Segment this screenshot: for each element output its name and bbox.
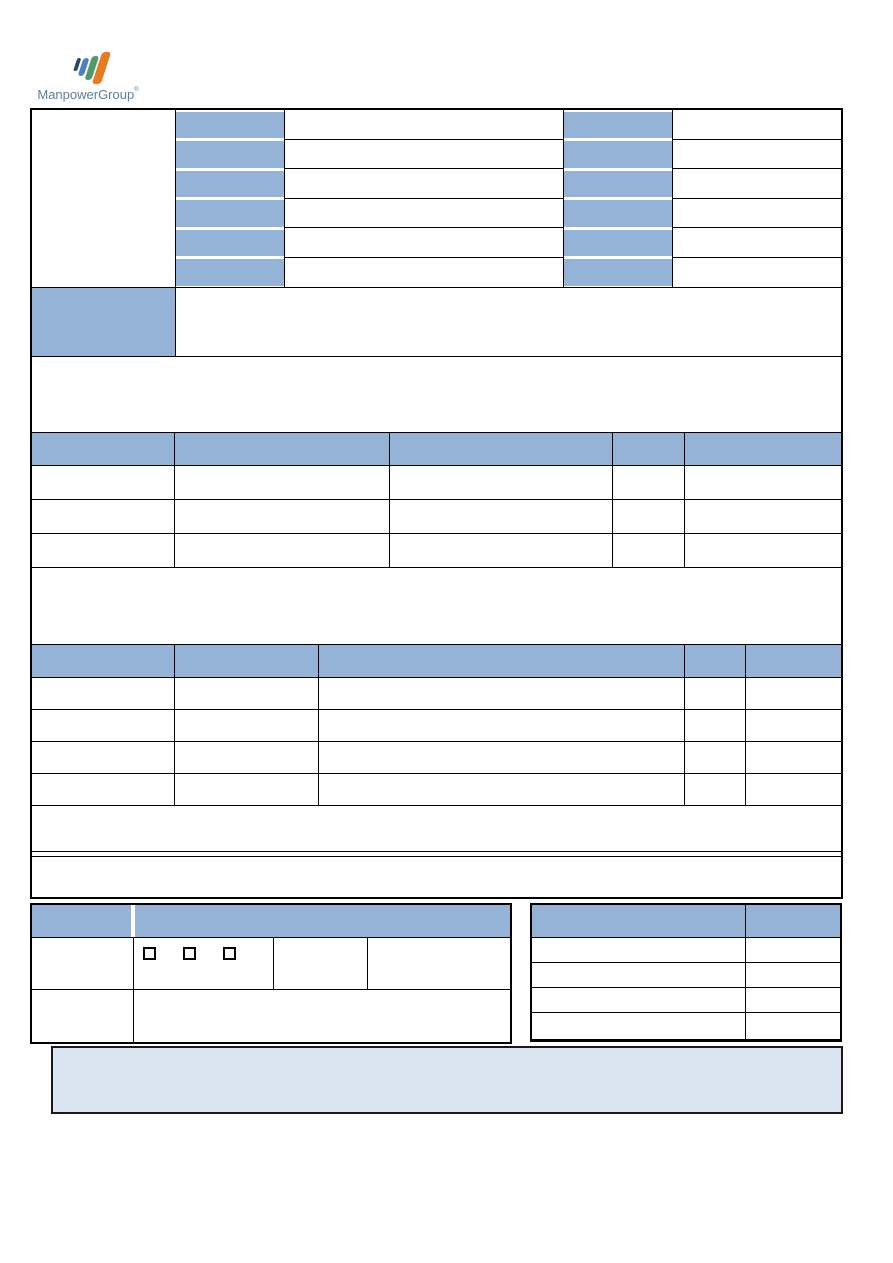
checkbox[interactable]	[183, 947, 196, 960]
data-cell[interactable]	[746, 742, 841, 773]
data-cell[interactable]	[532, 1013, 746, 1039]
field-value-cell[interactable]	[673, 228, 841, 258]
data-cell[interactable]	[319, 678, 685, 709]
field-label-cell	[564, 199, 673, 229]
data-cell[interactable]	[613, 534, 685, 567]
table-row	[32, 500, 841, 534]
table-row	[176, 110, 841, 140]
field-value-cell[interactable]	[673, 140, 841, 170]
header-cell	[175, 645, 319, 677]
header-row	[532, 905, 840, 938]
data-cell[interactable]	[32, 742, 175, 773]
table-row	[532, 988, 840, 1013]
field-value-cell[interactable]	[673, 169, 841, 199]
field-value-cell[interactable]	[285, 199, 564, 229]
header-cell	[135, 905, 510, 937]
table-row	[176, 140, 841, 170]
data-cell[interactable]	[175, 466, 390, 499]
data-cell[interactable]	[32, 534, 175, 567]
table-row	[532, 1013, 840, 1039]
header-row	[32, 905, 510, 938]
data-cell[interactable]	[390, 534, 613, 567]
checkbox-group-cell	[134, 938, 274, 989]
table-row	[176, 258, 841, 288]
data-cell[interactable]	[390, 466, 613, 499]
data-cell[interactable]	[175, 500, 390, 533]
top-left-blank-cell[interactable]	[32, 110, 176, 287]
field-value-cell[interactable]	[285, 169, 564, 199]
field-label-cell	[176, 140, 285, 170]
data-cell[interactable]	[32, 990, 134, 1042]
field-label-cell	[176, 199, 285, 229]
header-cell	[175, 433, 390, 465]
data-cell[interactable]	[175, 710, 319, 741]
data-cell[interactable]	[685, 466, 841, 499]
field-label-cell	[564, 140, 673, 170]
header-cell	[32, 433, 175, 465]
data-cell[interactable]	[319, 774, 685, 805]
checkbox[interactable]	[143, 947, 156, 960]
data-cell[interactable]	[613, 466, 685, 499]
header-cell	[685, 645, 746, 677]
header-cell	[746, 645, 841, 677]
field-label-cell	[564, 110, 673, 140]
table-row	[32, 774, 841, 806]
logo-text	[37, 87, 138, 102]
data-cell[interactable]	[319, 710, 685, 741]
bottom-left-table	[30, 903, 512, 1044]
field-label-cell	[176, 228, 285, 258]
field-label-cell	[564, 169, 673, 199]
field-value-cell[interactable]	[285, 258, 564, 288]
logo-bars-icon	[71, 44, 106, 84]
field-label-cell	[564, 258, 673, 288]
field-label-cell	[176, 258, 285, 288]
data-cell[interactable]	[746, 1013, 840, 1039]
full-width-block[interactable]	[32, 856, 841, 897]
field-label-cell	[176, 110, 285, 140]
data-cell[interactable]	[746, 774, 841, 805]
wide-label-row	[32, 287, 841, 356]
field-value-cell[interactable]	[285, 110, 564, 140]
data-cell[interactable]	[175, 742, 319, 773]
data-cell[interactable]	[134, 990, 510, 1042]
data-cell[interactable]	[368, 938, 510, 989]
field-label-cell	[564, 228, 673, 258]
table-row	[532, 963, 840, 988]
checkbox[interactable]	[223, 947, 236, 960]
table-row	[32, 710, 841, 742]
table-row	[176, 169, 841, 199]
data-cell[interactable]	[746, 938, 840, 962]
data-cell[interactable]	[746, 963, 840, 987]
table-row	[176, 228, 841, 258]
data-cell[interactable]	[685, 710, 746, 741]
header-cell	[532, 905, 746, 937]
header-row	[32, 645, 841, 678]
table-row	[532, 938, 840, 963]
full-width-block[interactable]	[32, 806, 841, 852]
data-cell[interactable]	[746, 988, 840, 1012]
table-row	[32, 990, 510, 1042]
table-row	[32, 678, 841, 710]
blank-row[interactable]	[32, 568, 841, 645]
data-cell[interactable]	[746, 710, 841, 741]
data-cell[interactable]	[274, 938, 368, 989]
data-cell[interactable]	[532, 963, 746, 987]
field-value-cell[interactable]	[285, 228, 564, 258]
data-cell[interactable]	[685, 742, 746, 773]
header-cell	[685, 433, 841, 465]
logo-wordmark: ManpowerGroup	[37, 87, 135, 102]
data-cell[interactable]	[319, 742, 685, 773]
header-cell	[746, 905, 840, 937]
data-cell[interactable]	[685, 500, 841, 533]
table-row	[32, 466, 841, 500]
data-cell[interactable]	[175, 678, 319, 709]
data-cell[interactable]	[685, 678, 746, 709]
header-cell	[32, 905, 131, 937]
wide-value-cell[interactable]	[176, 288, 841, 356]
data-cell[interactable]	[685, 534, 841, 567]
data-cell[interactable]	[746, 678, 841, 709]
field-value-cell[interactable]	[673, 110, 841, 140]
data-cell[interactable]	[532, 938, 746, 962]
blank-row[interactable]	[32, 356, 841, 433]
data-cell[interactable]	[175, 534, 390, 567]
header-cell	[319, 645, 685, 677]
data-cell[interactable]	[613, 500, 685, 533]
table-row	[176, 199, 841, 229]
field-value-cell[interactable]	[285, 140, 564, 170]
data-cell[interactable]	[532, 988, 746, 1012]
logo-trademark: ®	[134, 87, 139, 93]
data-cell[interactable]	[32, 500, 175, 533]
data-cell[interactable]	[32, 710, 175, 741]
section-table-1	[32, 433, 841, 568]
data-cell[interactable]	[32, 678, 175, 709]
data-cell[interactable]	[32, 466, 175, 499]
top-info-rows	[176, 110, 841, 287]
data-cell[interactable]	[685, 774, 746, 805]
field-value-cell[interactable]	[673, 258, 841, 288]
data-cell[interactable]	[175, 774, 319, 805]
data-cell[interactable]	[32, 774, 175, 805]
wide-label-cell	[32, 288, 176, 356]
table-row	[32, 534, 841, 568]
bottom-right-table	[530, 903, 842, 1042]
main-form-table	[30, 108, 843, 899]
top-info-section	[32, 110, 841, 287]
table-row	[32, 742, 841, 774]
data-cell[interactable]	[390, 500, 613, 533]
header-row	[32, 433, 841, 466]
header-cell	[390, 433, 613, 465]
section-table-2	[32, 645, 841, 806]
field-label-cell	[176, 169, 285, 199]
header-cell	[613, 433, 685, 465]
header-cell	[32, 645, 175, 677]
data-cell[interactable]	[32, 938, 134, 989]
field-value-cell[interactable]	[673, 199, 841, 229]
notice-box	[51, 1046, 843, 1114]
table-row	[32, 938, 510, 990]
company-logo	[38, 42, 138, 106]
